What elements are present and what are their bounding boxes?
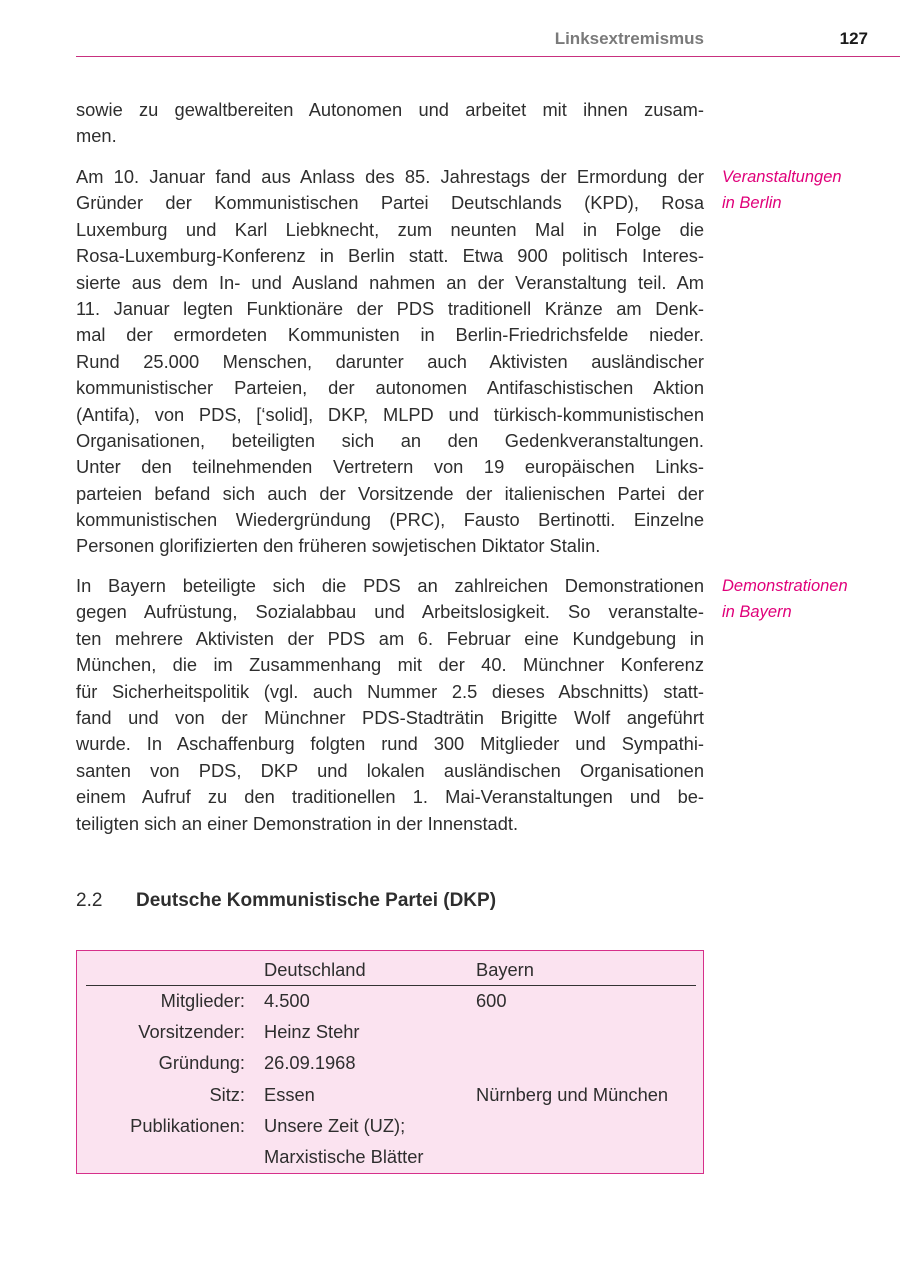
text-line: wurde. In Aschaffenburg folgten rund 300 Mitglieder und Sympathi- bbox=[76, 733, 704, 755]
margin-note-berlin bbox=[722, 164, 842, 217]
section-heading bbox=[76, 890, 496, 912]
text-line: Gründer der Kommunistischen Partei Deutschlands (KPD), Rosa bbox=[76, 192, 704, 214]
text-line: Am 10. Januar fand aus Anlass des 85. Jahrestags der Ermordung der bbox=[76, 166, 704, 187]
text-line: sierte aus dem In- und Ausland nahmen an der Veranstaltung teil. Am bbox=[76, 271, 704, 293]
row-label: Vorsitzender: bbox=[138, 1021, 245, 1043]
section-number: 2.2 bbox=[76, 890, 103, 911]
row-label: Mitglieder: bbox=[160, 990, 245, 1011]
text-line: Luxemburg und Karl Liebknecht, zum neunten Mal in Folge die bbox=[76, 218, 704, 240]
text-line: santen von PDS, DKP und lokalen ausländischen Organisationen bbox=[76, 759, 704, 781]
paragraph-3 bbox=[76, 573, 704, 837]
text-line: Rosa-Luxemburg-Konferenz in Berlin statt. Etwa 900 politisch Interes- bbox=[76, 245, 704, 267]
text-line: 11. Januar legten Funktionäre der PDS traditionell Kränze am Denk- bbox=[76, 297, 704, 319]
text-line: Rund 25.000 Menschen, darunter auch Aktivisten ausländischer bbox=[76, 350, 704, 372]
paragraph-1 bbox=[76, 97, 704, 150]
text-line: mal der ermordeten Kommunisten in Berlin-Friedrichsfelde nieder. bbox=[76, 324, 704, 346]
cell-deutschland: Marxistische Blätter bbox=[264, 1146, 424, 1167]
text-line: ten mehrere Aktivisten der PDS am 6. Februar eine Kundgebung in bbox=[76, 627, 704, 649]
row-label: Sitz: bbox=[209, 1083, 245, 1105]
cell-bayern: Nürnberg und München bbox=[476, 1083, 669, 1105]
text-line: In Bayern beteiligte sich die PDS an zahlreichen Demonstrationen bbox=[76, 575, 704, 596]
margin-note-line: Demonstrationen bbox=[722, 577, 848, 595]
info-table bbox=[76, 950, 704, 1174]
section-title: Deutsche Kommunistische Partei (DKP) bbox=[136, 890, 497, 911]
row-label: Gründung: bbox=[158, 1052, 245, 1074]
cell-deutschland: 4.500 bbox=[264, 990, 310, 1011]
column-header-bayern: Bayern bbox=[476, 959, 534, 980]
margin-note-bayern bbox=[722, 573, 848, 626]
cell-deutschland: Heinz Stehr bbox=[264, 1021, 360, 1043]
text-line: sowie zu gewaltbereiten Autonomen und arbeitet mit ihnen zusam- bbox=[76, 99, 704, 120]
text-line: teiligten sich an einer Demonstration in der Innenstadt. bbox=[76, 812, 519, 834]
text-line: einem Aufruf zu den traditionellen 1. Mai-Veranstaltungen und be- bbox=[76, 786, 704, 808]
cell-deutschland: 26.09.1968 bbox=[264, 1052, 356, 1074]
margin-note-line: Veranstaltungen bbox=[722, 168, 842, 186]
column-header-deutschland: Deutschland bbox=[264, 959, 366, 980]
text-line: gegen Aufrüstung, Sozialabbau und Arbeitslosigkeit. So veranstalte- bbox=[76, 601, 704, 623]
text-line: fand und von der Münchner PDS-Stadträtin Brigitte Wolf angeführt bbox=[76, 706, 704, 728]
text-line: Unter den teilnehmenden Vertretern von 19 europäischen Links- bbox=[76, 456, 704, 478]
text-line: Personen glorifizierten den früheren sowjetischen Diktator Stalin. bbox=[76, 535, 601, 557]
margin-note-line: in Bayern bbox=[722, 603, 792, 622]
paragraph-2 bbox=[76, 164, 704, 560]
text-line: kommunistischer Parteien, der autonomen Antifaschistischen Aktion bbox=[76, 377, 704, 399]
margin-note-line: in Berlin bbox=[722, 194, 782, 213]
text-line: men. bbox=[76, 125, 117, 147]
row-label: Publikationen: bbox=[130, 1114, 245, 1136]
text-line: kommunistischen Wiedergründung (PRC), Fausto Bertinotti. Einzelne bbox=[76, 509, 704, 531]
cell-bayern: 600 bbox=[476, 990, 507, 1011]
text-line: Organisationen, beteiligten sich an den Gedenkveranstaltungen. bbox=[76, 429, 704, 451]
text-line: München, die im Zusammenhang mit der 40. Münchner Konferenz bbox=[76, 654, 704, 676]
text-line: (Antifa), von PDS, [‘solid], DKP, MLPD und türkisch-kommunistischen bbox=[76, 403, 704, 425]
page-number: 127 bbox=[839, 29, 868, 48]
text-line: parteien befand sich auch der Vorsitzende der italienischen Partei der bbox=[76, 482, 704, 504]
table-header-rule bbox=[86, 985, 696, 986]
running-header-title: Linksextremismus bbox=[554, 29, 704, 48]
header-rule bbox=[76, 56, 900, 57]
cell-deutschland: Unsere Zeit (UZ); bbox=[264, 1114, 406, 1136]
text-line: für Sicherheitspolitik (vgl. auch Nummer 2.5 dieses Abschnitts) statt- bbox=[76, 680, 704, 702]
cell-deutschland: Essen bbox=[264, 1083, 315, 1105]
